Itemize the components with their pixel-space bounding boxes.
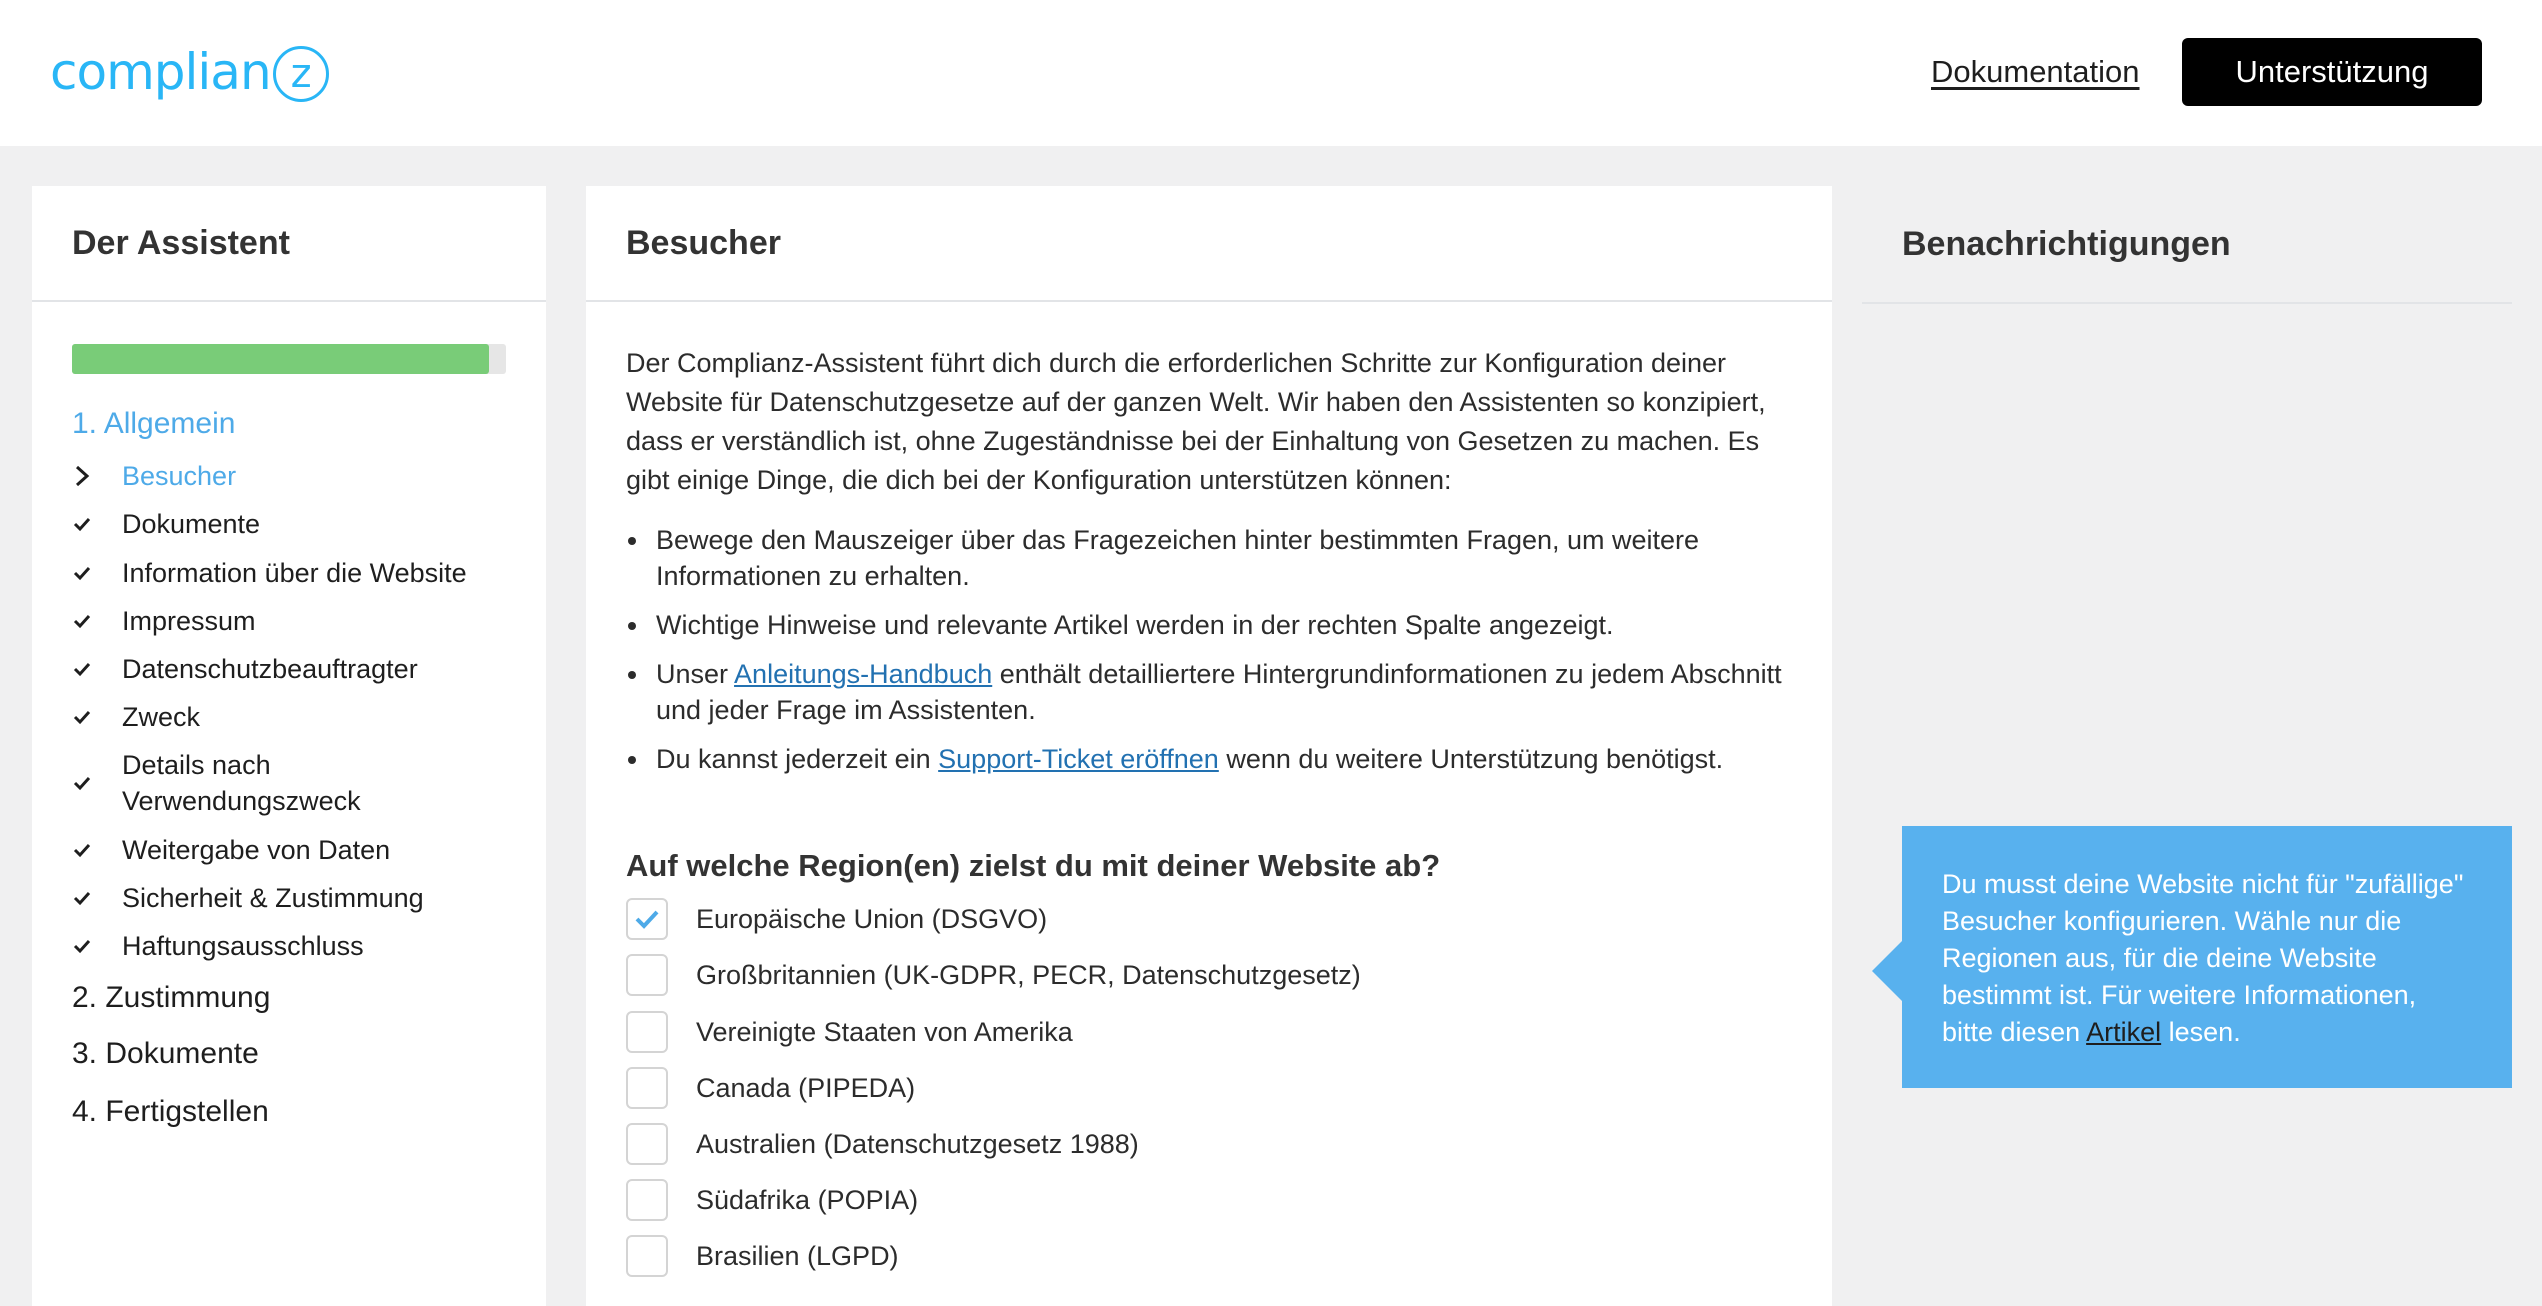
support-button[interactable]: Unterstützung xyxy=(2182,38,2482,106)
step-disclaimer[interactable] xyxy=(72,928,522,964)
tip-item xyxy=(626,656,1796,728)
region-label: Großbritannien (UK-GDPR, PECR, Datenschutzgesetz) xyxy=(696,959,1361,990)
wizard-panel xyxy=(32,186,546,1306)
tip-item: Wichtige Hinweise und relevante Artikel werden in der rechten Spalte angezeigt. xyxy=(626,607,1796,643)
check-icon xyxy=(72,928,122,964)
section-general[interactable]: 1. Allgemein xyxy=(72,407,236,440)
step-besucher[interactable] xyxy=(72,458,522,494)
check-icon xyxy=(72,651,122,687)
checkbox[interactable] xyxy=(626,954,668,996)
content-panel xyxy=(586,186,1832,1306)
logo-z-letter: z xyxy=(290,51,311,97)
tip-item: Bewege den Mauszeiger über das Fragezeichen hinter bestimmten Fragen, um weitere Informationen zu erhalten. xyxy=(626,522,1796,594)
region-option-australia[interactable] xyxy=(626,1123,1139,1165)
step-security-consent[interactable] xyxy=(72,880,522,916)
checkbox[interactable] xyxy=(626,1179,668,1221)
section-finish[interactable]: 4. Fertigstellen xyxy=(72,1095,269,1128)
step-label: Dokumente xyxy=(122,509,261,539)
section-consent[interactable]: 2. Zustimmung xyxy=(72,981,271,1014)
step-data-protection-officer[interactable] xyxy=(72,651,522,687)
region-option-uk[interactable] xyxy=(626,954,1361,996)
step-label: Datenschutzbeauftragter xyxy=(122,654,418,684)
region-question: Auf welche Region(en) zielst du mit deiner Website ab? xyxy=(626,848,1441,883)
step-website-info[interactable] xyxy=(72,555,522,591)
tips-list xyxy=(626,522,1796,790)
region-option-canada[interactable] xyxy=(626,1067,915,1109)
progress-bar-fill xyxy=(72,344,489,374)
region-label: Südafrika (POPIA) xyxy=(696,1184,919,1215)
step-label: Impressum xyxy=(122,606,256,636)
checkbox[interactable] xyxy=(626,1123,668,1165)
step-label: Besucher xyxy=(122,461,237,491)
step-dokumente[interactable] xyxy=(72,506,522,542)
complianz-logo[interactable] xyxy=(50,44,329,100)
step-label: Haftungsausschluss xyxy=(122,931,364,961)
manual-link[interactable]: Anleitungs-Handbuch xyxy=(734,659,993,689)
page-title: Besucher xyxy=(586,186,1832,302)
check-icon xyxy=(72,832,122,868)
region-help-tip xyxy=(1902,826,2512,1088)
region-option-south-africa[interactable] xyxy=(626,1179,918,1221)
checkbox[interactable] xyxy=(626,898,668,940)
tip-text: wenn du weitere Unterstützung benötigst. xyxy=(1218,744,1724,774)
tip-text: Du kannst jederzeit ein xyxy=(656,744,939,774)
region-option-eu[interactable] xyxy=(626,898,1047,940)
article-link[interactable]: Artikel xyxy=(2086,1017,2162,1047)
check-icon xyxy=(72,747,122,819)
checkbox[interactable] xyxy=(626,1067,668,1109)
step-impressum[interactable] xyxy=(72,603,522,639)
chevron-right-icon xyxy=(72,458,122,494)
region-label: Australien (Datenschutzgesetz 1988) xyxy=(696,1128,1139,1159)
check-icon xyxy=(72,555,122,591)
region-option-us[interactable] xyxy=(626,1011,1073,1053)
step-purpose-details[interactable] xyxy=(72,747,522,819)
region-label: Europäische Union (DSGVO) xyxy=(696,903,1048,934)
notifications-title: Benachrichtigungen xyxy=(1862,186,2512,304)
support-ticket-link[interactable]: Support-Ticket eröffnen xyxy=(938,744,1219,774)
section-documents[interactable]: 3. Dokumente xyxy=(72,1037,259,1070)
tip-item xyxy=(626,741,1796,777)
step-label: Zweck xyxy=(122,702,201,732)
logo-text: complian xyxy=(50,43,271,101)
tip-text: enthält detailliertere Hintergrundinformationen zu jedem Abschnitt und jeder Frage im Assistenten. xyxy=(656,659,1782,725)
progress-bar xyxy=(72,344,506,374)
step-label: Information über die Website xyxy=(122,558,467,588)
checkbox[interactable] xyxy=(626,1235,668,1277)
logo-z-icon xyxy=(273,46,329,102)
step-zweck[interactable] xyxy=(72,699,522,735)
step-label: Sicherheit & Zustimmung xyxy=(122,883,424,913)
region-label: Canada (PIPEDA) xyxy=(696,1072,916,1103)
check-icon xyxy=(72,880,122,916)
region-label: Brasilien (LGPD) xyxy=(696,1240,899,1271)
check-icon xyxy=(72,506,122,542)
checkmark-icon xyxy=(634,908,660,930)
check-icon xyxy=(72,699,122,735)
region-option-brazil[interactable] xyxy=(626,1235,899,1277)
step-data-sharing[interactable] xyxy=(72,832,522,868)
check-icon xyxy=(72,603,122,639)
documentation-link[interactable]: Dokumentation xyxy=(1931,54,2140,89)
wizard-title: Der Assistent xyxy=(32,186,546,302)
tip-text: Unser xyxy=(656,659,735,689)
top-bar xyxy=(0,0,2542,146)
help-tip-text: lesen. xyxy=(2161,1017,2241,1047)
checkbox[interactable] xyxy=(626,1011,668,1053)
help-tip-text: Du musst deine Website nicht für "zufällige" Besucher konfigurieren. Wähle nur die Regionen aus, für die deine Website bestimmt ist. Für weitere Informationen, bitte diesen xyxy=(1942,869,2464,1047)
step-label: Weitergabe von Daten xyxy=(122,835,391,865)
step-label: Details nach Verwendungszweck xyxy=(122,750,361,816)
intro-text: Der Complianz-Assistent führt dich durch die erforderlichen Schritte zur Konfiguration deiner Website für Datenschutzgesetze auf der ganzen Welt. Wir haben den Assistenten so konzipiert, dass er verständlich ist, ohne Zugeständnisse bei der Einhaltung von Gesetzen zu machen. Es gibt einige Dinge, die dich bei der Konfiguration unterstützen können: xyxy=(626,348,1766,495)
region-label: Vereinigte Staaten von Amerika xyxy=(696,1016,1073,1047)
